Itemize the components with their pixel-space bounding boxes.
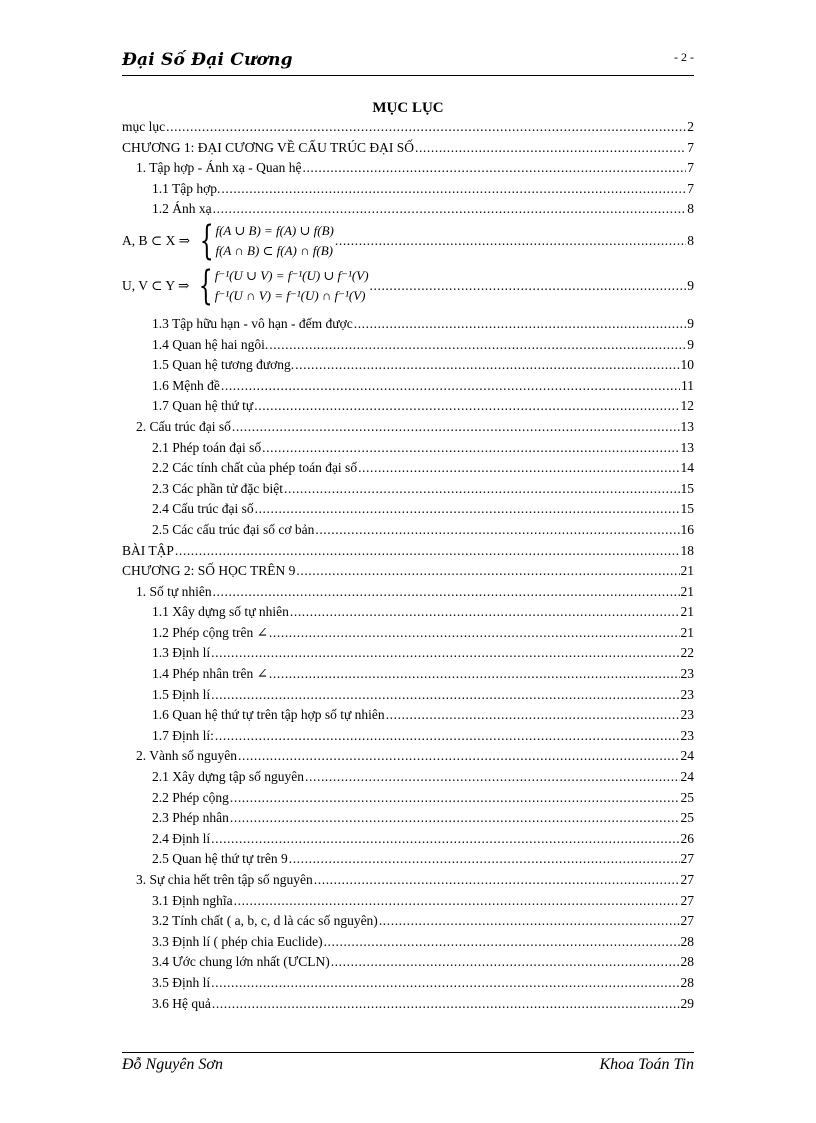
toc-entry[interactable]: 3.6 Hệ quả ..... 29	[122, 994, 694, 1015]
toc-entry[interactable]: 3.1 Định nghĩa ..... 27	[122, 891, 694, 912]
toc-entry[interactable]: 2.5 Các cấu trúc đại số cơ bản ..... 16	[122, 520, 694, 541]
document-title: Đại Số Đại Cương	[122, 50, 293, 70]
equation-line: f(A ∪ B) = f(A) ∪ f(B)	[215, 222, 334, 238]
header-divider	[122, 75, 694, 76]
toc-formula-entry[interactable]	[122, 262, 694, 310]
toc-entry[interactable]: 2. Cấu trúc đại số ..... 13	[122, 417, 694, 438]
toc-entry[interactable]: 2.4 Định lí ..... 26	[122, 829, 694, 850]
toc-entry[interactable]: 2.2 Các tính chất của phép toán đại số ..... 14	[122, 458, 694, 479]
toc-entry[interactable]: 3.2 Tính chất ( a, b, c, d là các số nguyên) ..... 27	[122, 911, 694, 932]
page-number: - 2 -	[674, 50, 694, 64]
toc-entry[interactable]: 2.2 Phép cộng ..... 25	[122, 788, 694, 809]
table-of-contents	[122, 117, 694, 1014]
toc-entry[interactable]: 1.3 Tập hữu hạn - vô hạn - đếm được ..... 9	[122, 314, 694, 335]
page-header	[122, 48, 694, 74]
toc-entry[interactable]: 3.3 Định lí ( phép chia Euclide) ..... 28	[122, 932, 694, 953]
toc-entry[interactable]: 1.1 Tập hợp. ..... 7	[122, 179, 694, 200]
toc-entry[interactable]: 2.1 Xây dựng tập số nguyên ..... 24	[122, 767, 694, 788]
toc-entry[interactable]: 1.7 Quan hệ thứ tự ..... 12	[122, 396, 694, 417]
toc-entry[interactable]: 3. Sự chia hết trên tập số nguyên ..... 27	[122, 870, 694, 891]
toc-entry[interactable]: 3.4 Ước chung lớn nhất (ƯCLN) ..... 28	[122, 952, 694, 973]
toc-entry[interactable]: 1. Tập hợp - Ánh xạ - Quan hệ ..... 7	[122, 158, 694, 179]
toc-entry[interactable]: CHƯƠNG 2: SỐ HỌC TRÊN 9 ..... 21	[122, 561, 694, 582]
toc-entry[interactable]: 1.2 Ánh xạ ..... 8	[122, 199, 694, 220]
formula-page: 8	[687, 232, 694, 248]
toc-entry[interactable]: 1.4 Phép nhân trên ∠ ..... 23	[122, 664, 694, 685]
formula-label: A, B ⊂ X ⇒	[122, 232, 191, 248]
toc-entry[interactable]: 2.3 Các phần tử đặc biệt ..... 15	[122, 479, 694, 500]
toc-entry[interactable]: 1. Số tự nhiên ..... 21	[122, 582, 694, 603]
toc-entry[interactable]: 2. Vành số nguyên ..... 24	[122, 746, 694, 767]
toc-entry[interactable]: 2.4 Cấu trúc đại số ..... 15	[122, 499, 694, 520]
formula-page: 9	[687, 277, 694, 293]
toc-entry[interactable]: 3.5 Định lí ..... 28	[122, 973, 694, 994]
toc-entry[interactable]: 1.6 Mệnh đề ..... 11	[122, 376, 694, 397]
toc-entry[interactable]: 1.6 Quan hệ thứ tự trên tập hợp số tự nhiên ..... 23	[122, 705, 694, 726]
toc-entry[interactable]: 1.4 Quan hệ hai ngôi. ..... 9	[122, 335, 694, 356]
brace-icon: {	[198, 262, 213, 309]
toc-heading: MỤC LỤC	[372, 100, 444, 116]
toc-entry[interactable]: 1.1 Xây dựng số tự nhiên ..... 21	[122, 602, 694, 623]
toc-entry[interactable]: 1.5 Định lí ..... 23	[122, 685, 694, 706]
brace-icon: {	[199, 217, 214, 264]
toc-entry[interactable]: mục lục ..... 2	[122, 117, 694, 138]
footer-department: Khoa Toán Tin	[599, 1056, 694, 1073]
toc-entry[interactable]: 1.3 Định lí ..... 22	[122, 643, 694, 664]
toc-entry[interactable]: 2.3 Phép nhân ..... 25	[122, 808, 694, 829]
footer-author: Đỗ Nguyên Sơn	[122, 1056, 223, 1073]
toc-entry[interactable]: 1.7 Định lí: ..... 23	[122, 726, 694, 747]
toc-entry[interactable]: 2.1 Phép toán đại số ..... 13	[122, 438, 694, 459]
equation-line: f⁻¹(U ∩ V) = f⁻¹(U) ∩ f⁻¹(V)	[214, 287, 366, 303]
toc-entry[interactable]: CHƯƠNG 1: ĐẠI CƯƠNG VỀ CẤU TRÚC ĐẠI SỐ ..... 7	[122, 138, 694, 159]
equation-line: f(A ∩ B) ⊂ f(A) ∩ f(B)	[215, 242, 333, 258]
toc-entry[interactable]: 1.2 Phép cộng trên ∠ ..... 21	[122, 623, 694, 644]
toc-formula-entry[interactable]	[122, 217, 694, 264]
equation-system	[193, 262, 369, 309]
toc-entry[interactable]: 2.5 Quan hệ thứ tự trên 9 ..... 27	[122, 849, 694, 870]
toc-entry[interactable]: 1.5 Quan hệ tương đương. ..... 10	[122, 355, 694, 376]
footer-divider	[122, 1052, 694, 1053]
formula-label: U, V ⊂ Y ⇒	[122, 277, 190, 293]
equation-system	[194, 217, 334, 264]
toc-entry[interactable]: BÀI TẬP ..... 18	[122, 541, 694, 562]
equation-line: f⁻¹(U ∪ V) = f⁻¹(U) ∪ f⁻¹(V)	[214, 267, 369, 283]
